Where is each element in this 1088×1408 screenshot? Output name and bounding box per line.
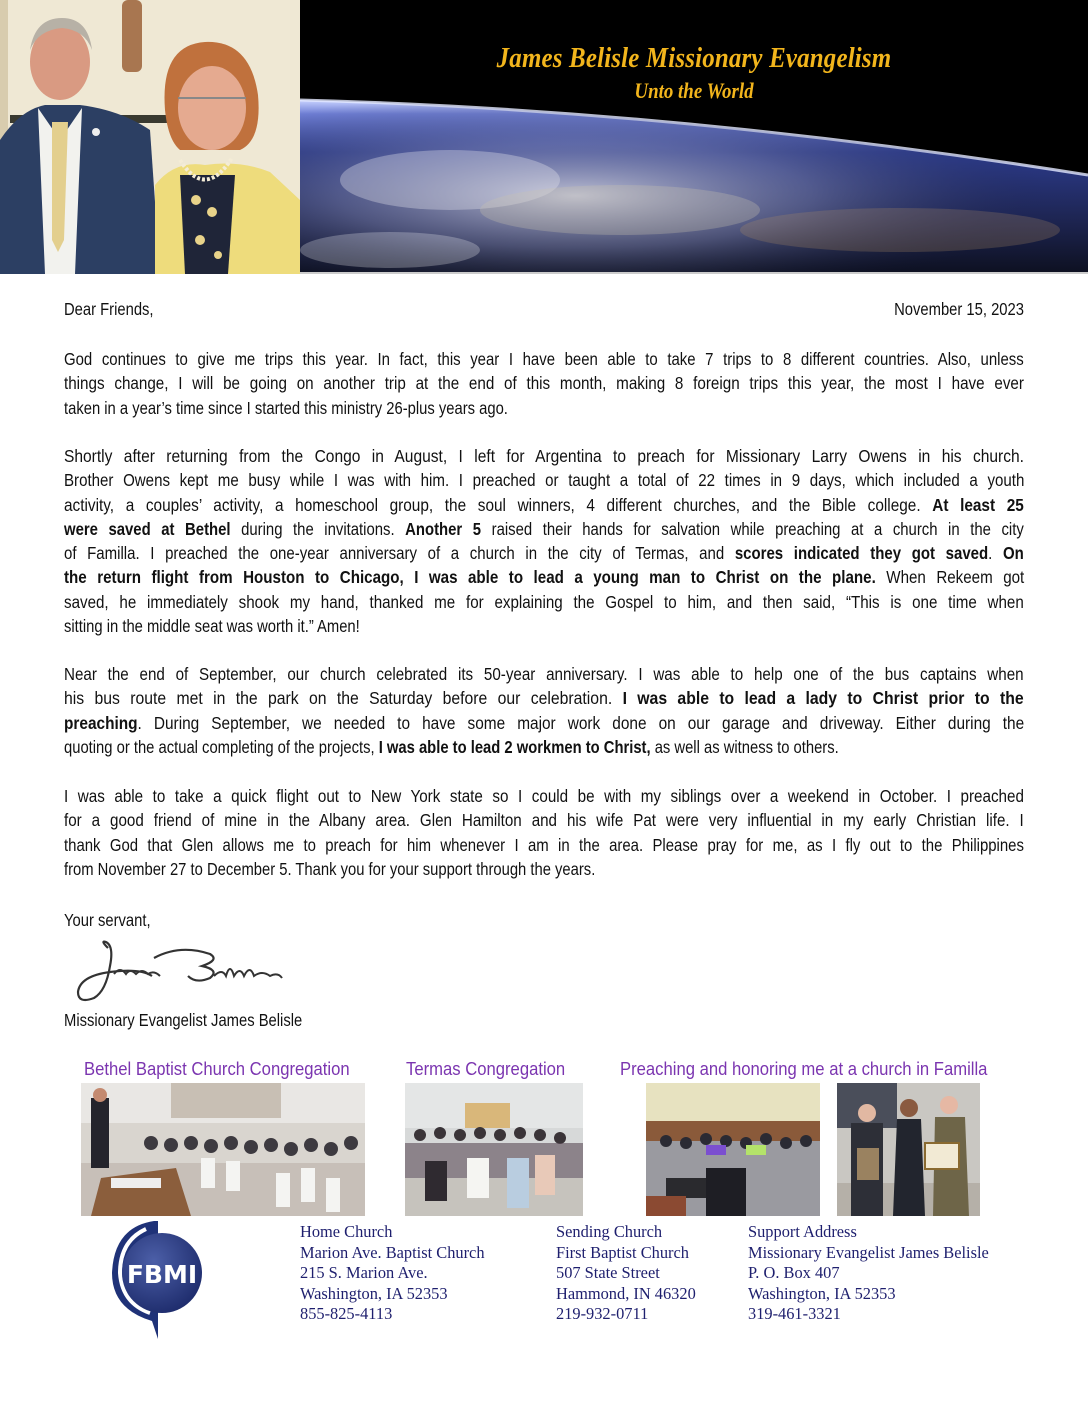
text-line: [64, 614, 890, 638]
text-run: saved, he immediately shook my hand, thanked me for explaining the Gospel to him, and then said, “This is one time when: [64, 591, 1024, 612]
text-run: .: [988, 543, 1003, 564]
text-line: [64, 517, 1024, 541]
bold-text: At least 25: [932, 494, 1024, 515]
home-church-name: Marion Ave. Baptist Church: [300, 1242, 485, 1262]
fbmi-logo-text: FBMI: [126, 1260, 198, 1289]
text-run: taken in a year’s time since I started this ministry 26-plus years ago.: [64, 397, 508, 418]
sending-church-name: First Baptist Church: [556, 1242, 689, 1262]
bold-text: preaching: [64, 712, 138, 733]
text-line: [64, 808, 1024, 832]
text-line: [64, 662, 1024, 686]
text-line: [64, 833, 1024, 857]
bold-text: Another 5: [405, 518, 482, 539]
text-run: I was able to take a quick flight out to New York state so I could be with my siblings over a weekend in October. I preached: [64, 786, 1024, 806]
familla-congregation-photo: [646, 1083, 820, 1216]
greeting: Dear Friends,: [64, 299, 154, 319]
bold-text: On: [1002, 543, 1024, 564]
sending-church-city: Hammond, IN 46320: [556, 1283, 696, 1303]
text-run: things change, I will be going on another trip at the end of this month, making 8 foreign trips this year, the most I have ever: [64, 373, 1024, 394]
letter-date: November 15, 2023: [894, 299, 1024, 319]
text-line: [64, 347, 1024, 371]
bold-text: I was able to lead 2 workmen to Christ,: [378, 736, 651, 757]
bethel-congregation-photo: [81, 1083, 365, 1216]
text-run: Shortly after returning from the Congo in August, I left for Argentina to preach for Missionary Larry Owens in his church.: [64, 446, 1024, 466]
text-line: [64, 468, 1025, 492]
text-line: [64, 371, 1024, 395]
text-line: [64, 565, 1025, 589]
text-run: his bus route met in the park on the Saturday before our celebration.: [64, 688, 623, 709]
text-run: as well as witness to others.: [650, 736, 839, 757]
paragraph-1: [64, 347, 1024, 420]
paragraph-3: [64, 662, 1024, 759]
sending-church-phone: 219-932-0711: [556, 1304, 649, 1324]
home-church-phone: 855-825-4113: [300, 1304, 393, 1324]
text-line: [64, 711, 1025, 735]
text-run: . During September, we needed to have some major work done on our garage and driveway. Either during the: [137, 712, 1025, 733]
caption-termas: Termas Congregation: [406, 1058, 566, 1079]
paragraph-2: [64, 444, 1024, 638]
text-run: during the invitations.: [230, 518, 406, 539]
home-church-heading: Home Church: [300, 1222, 393, 1241]
text-run: raised their hands for salvation while preaching at a church in the city: [481, 518, 1024, 539]
text-line: [64, 493, 1024, 517]
text-line: [64, 686, 1024, 710]
text-run: When Rekeem got: [875, 567, 1025, 588]
support-phone: 319-461-3321: [748, 1304, 841, 1324]
sending-church-heading: Sending Church: [556, 1222, 663, 1241]
honoring-photo: [837, 1083, 980, 1216]
text-run: from November 27 to December 5. Thank you for your support through the years.: [64, 858, 596, 879]
letterhead: [0, 0, 1088, 274]
support-name: Missionary Evangelist James Belisle: [748, 1242, 989, 1262]
support-city: Washington, IA 52353: [748, 1283, 896, 1303]
caption-bethel: Bethel Baptist Church Congregation: [84, 1058, 350, 1079]
text-line: [64, 444, 1024, 468]
sending-church-street: 507 State Street: [556, 1263, 660, 1283]
signature-image: [70, 936, 292, 1006]
home-church-street: 215 S. Marion Ave.: [300, 1263, 428, 1283]
text-run: God continues to give me trips this year. In fact, this year I have been able to take 7 trips to 8 different countries. Also, unless: [64, 349, 1024, 369]
text-line: [64, 735, 890, 759]
support-po-box: P. O. Box 407: [748, 1263, 840, 1283]
text-run: thank God that Glen allows me to preach for him whenever I am in the area. Please pray for me, as I fly out to the Philippines: [64, 834, 1024, 855]
signer-name: Missionary Evangelist James Belisle: [64, 1010, 303, 1030]
text-line: [64, 541, 1024, 565]
bold-text: were saved at Bethel: [64, 518, 231, 539]
text-line: [64, 396, 890, 420]
banner-title: James Belisle Missionary Evangelism: [496, 42, 892, 74]
bold-text: I was able to lead a lady to Christ prior to the: [622, 688, 1024, 709]
banner-subtitle: Unto the World: [634, 78, 754, 103]
couple-photo: [0, 0, 300, 274]
home-church-address: [300, 1222, 485, 1325]
paragraph-4: [64, 784, 1024, 881]
sending-church-address: [556, 1222, 696, 1325]
text-run: quoting or the actual completing of the projects,: [64, 736, 379, 757]
fbmi-logo: [106, 1217, 212, 1343]
home-church-city: Washington, IA 52353: [300, 1283, 448, 1303]
text-line: [64, 857, 890, 881]
earth-from-space-banner: [300, 0, 1088, 274]
support-heading: Support Address: [748, 1222, 857, 1241]
text-run: Near the end of September, our church celebrated its 50-year anniversary. I was able to help one of the bus captains when: [64, 664, 1024, 684]
closing: Your servant,: [64, 910, 151, 930]
termas-congregation-photo: [405, 1083, 583, 1216]
text-run: of Familla. I preached the one-year anniversary of a church in the city of Termas, and: [64, 543, 735, 564]
text-run: Brother Owens kept me busy while I was with him. I preached or taught a total of 22 times in 9 days, which included a youth: [64, 470, 1025, 491]
text-line: [64, 784, 1024, 808]
text-run: for a good friend of mine in the Albany area. Glen Hamilton and his wife Pat were very influential in my early Christian life. I: [64, 810, 1024, 831]
text-run: sitting in the middle seat was worth it.” Amen!: [64, 616, 360, 637]
text-line: [64, 590, 1024, 614]
caption-familla: Preaching and honoring me at a church in Familla: [620, 1058, 988, 1079]
support-address: [748, 1222, 989, 1325]
bold-text: the return flight from Houston to Chicago, I was able to lead a young man to Christ on the plane.: [64, 567, 876, 588]
bold-text: scores indicated they got saved: [734, 543, 989, 564]
text-run: activity, a couples’ activity, a homeschool group, the soul winners, 4 different churches, and the Bible college.: [64, 494, 933, 515]
